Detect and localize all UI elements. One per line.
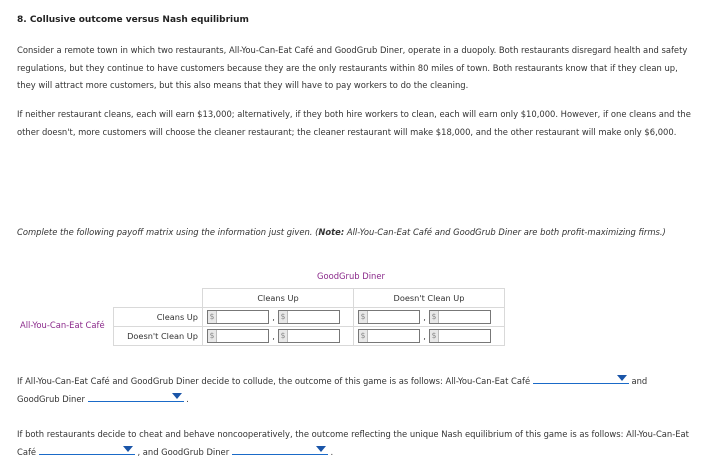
chevron-down-icon (617, 375, 627, 381)
payoff-matrix (113, 288, 505, 346)
collusion-question-text: If All-You-Can-Eat Café and GoodGrub Diner decide to collude, the outcome of this game is as follows: All-You-Can-Eat Café (17, 376, 531, 386)
collusion-cafe-dropdown[interactable] (533, 372, 629, 384)
nash-period: . (330, 447, 334, 457)
nash-question (17, 426, 699, 461)
payoff-cell-dcu-dcu (354, 327, 505, 346)
chevron-down-icon (172, 393, 182, 399)
note-label: Note: (318, 227, 345, 237)
dollar-sign-icon: $ (359, 311, 368, 323)
payoff-input-dcu-dcu-row[interactable] (358, 329, 420, 343)
payoff-input-dcu-cu-col[interactable] (278, 329, 340, 343)
column-header-doesnt-clean-up: Doesn't Clean Up (354, 289, 505, 308)
payoff-input-dcu-cu-row[interactable] (207, 329, 269, 343)
payoff-cell-cu-cu (203, 308, 354, 327)
collusion-diner-dropdown[interactable] (88, 390, 184, 402)
payoff-field[interactable] (288, 311, 338, 323)
dollar-sign-icon: $ (208, 311, 217, 323)
row-header-cleans-up: Cleans Up (114, 308, 203, 327)
payoff-input-cu-dcu-row[interactable] (358, 310, 420, 324)
dollar-sign-icon: $ (430, 311, 439, 323)
nash-diner-dropdown[interactable] (232, 443, 328, 455)
payoff-separator: , (423, 312, 426, 322)
payoff-input-dcu-dcu-col[interactable] (429, 329, 491, 343)
payoff-cell-dcu-cu (203, 327, 354, 346)
collusion-period: . (186, 394, 189, 404)
payoff-field[interactable] (368, 311, 418, 323)
nash-question-text: If both restaurants decide to cheat and behave noncooperatively, the outcome reflecting the unique Nash equilibrium of this game is as follows: All-You-Can-Eat Café (17, 429, 689, 457)
payoff-field[interactable] (439, 330, 489, 342)
column-player-label: GoodGrub Diner (317, 271, 385, 281)
payoff-input-cu-cu-col[interactable] (278, 310, 340, 324)
payoff-separator: , (272, 331, 275, 341)
chevron-down-icon (123, 446, 133, 452)
instruction-text (17, 224, 699, 242)
payoff-input-cu-cu-row[interactable] (207, 310, 269, 324)
payoff-paragraph: If neither restaurant cleans, each will earn $13,000; alternatively, if they both hire workers to clean, each will earn only $10,000. However, if one cleans and the other doesn't, more customers will choose the cleaner restaurant; the cleaner restaurant will make $18,000, and the other restaurant will make only $6,000. (17, 109, 691, 137)
collusion-question (17, 372, 699, 408)
row-player-label: All-You-Can-Eat Café (20, 320, 105, 330)
payoff-separator: , (272, 312, 275, 322)
payoff-cell-cu-dcu (354, 308, 505, 327)
row-header-doesnt-clean-up: Doesn't Clean Up (114, 327, 203, 346)
problem-title: 8. Collusive outcome versus Nash equilibrium (17, 15, 249, 25)
nash-diner-label: , and GoodGrub Diner (137, 447, 230, 457)
dollar-sign-icon: $ (359, 330, 368, 342)
dollar-sign-icon: $ (208, 330, 217, 342)
note-text: All-You-Can-Eat Café and GoodGrub Diner are both profit-maximizing firms.) (344, 227, 666, 237)
collusion-and-text: and (631, 376, 648, 386)
dollar-sign-icon: $ (279, 311, 288, 323)
payoff-field[interactable] (217, 311, 267, 323)
dollar-sign-icon: $ (430, 330, 439, 342)
column-header-cleans-up: Cleans Up (203, 289, 354, 308)
payoff-field[interactable] (288, 330, 338, 342)
collusion-diner-label: GoodGrub Diner (17, 394, 85, 404)
instruction-lead: Complete the following payoff matrix using the information just given. ( (17, 227, 319, 237)
payoff-field[interactable] (439, 311, 489, 323)
payoff-separator: , (423, 331, 426, 341)
scenario-paragraph: Consider a remote town in which two restaurants, All-You-Can-Eat Café and GoodGrub Diner, operate in a duopoly. Both restaurants disregard health and safety regulations, but they continue to have customers because they are the only restaurants within 80 miles of town. Both restaurants know that if they clean up, they will attract more customers, but this also means that they will have to pay workers to do the cleaning. (17, 45, 688, 90)
payoff-input-cu-dcu-col[interactable] (429, 310, 491, 324)
payoff-field[interactable] (217, 330, 267, 342)
nash-cafe-dropdown[interactable] (39, 443, 135, 455)
payoff-field[interactable] (368, 330, 418, 342)
dollar-sign-icon: $ (279, 330, 288, 342)
chevron-down-icon (316, 446, 326, 452)
